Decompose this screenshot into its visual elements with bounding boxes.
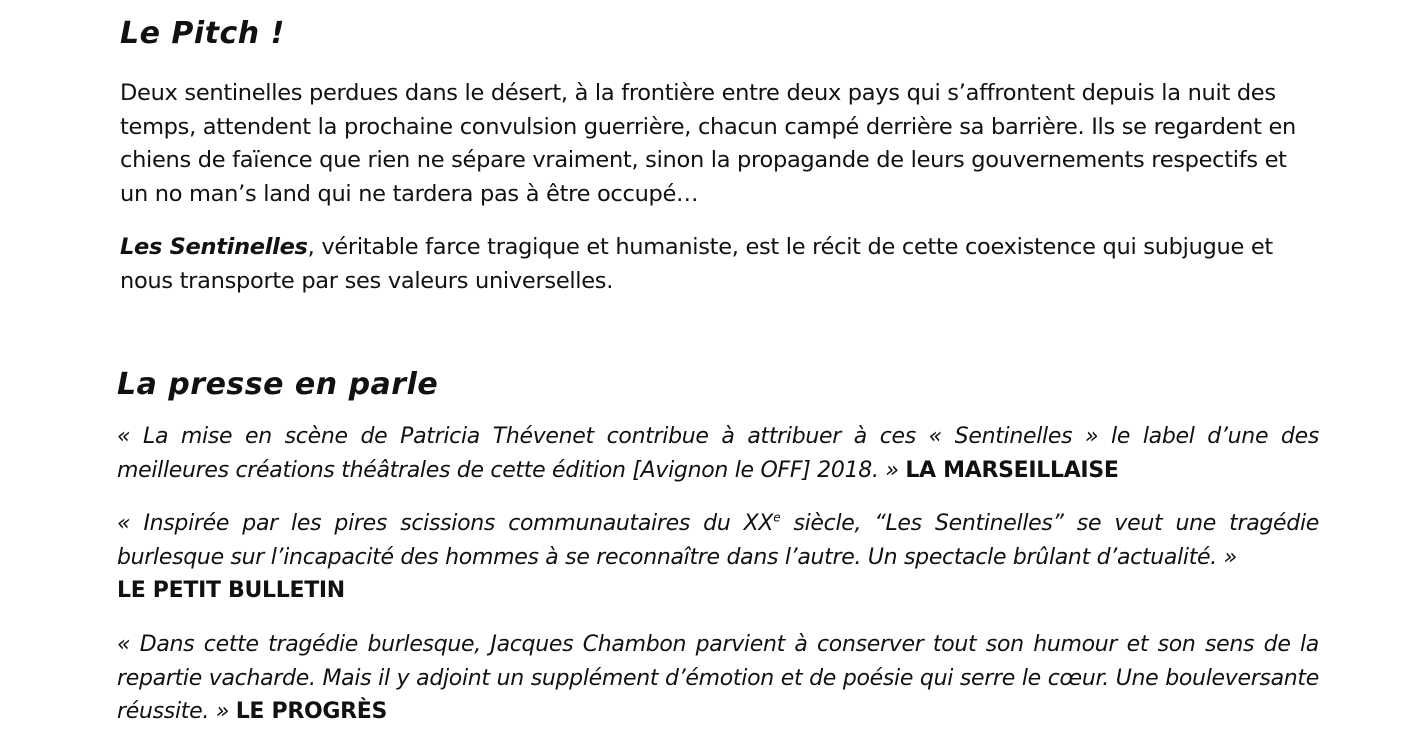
- quote-text: « Dans cette tragédie burlesque, Jacques Chambon parvient à conserver tout son humour et son sens de la repartie vacharde. Mais il y adjoint un supplément d’émotion et de poésie qui serre le cœur. Une bouleversante réussite. »: [117, 632, 1319, 724]
- quote-text-part: « Inspirée par les pires scissions communautaires du XX: [117, 511, 774, 536]
- quote-source: LE PETIT BULLETIN: [117, 578, 345, 603]
- pitch-summary-text: , véritable farce tragique et humaniste, est le récit de cette coexistence qui subjugue et nous transporte par ses valeurs universelles.: [120, 234, 1273, 294]
- press-quote: [117, 420, 1319, 487]
- quote-text-part: siècle, “Les Sentinelles” se veut une tragédie burlesque sur l’incapacité des hommes à se reconnaître dans l’autre. Un spectacle brûlant d’actualité. »: [117, 511, 1319, 570]
- show-title: Les Sentinelles: [120, 234, 308, 260]
- press-heading: La presse en parle: [117, 367, 439, 402]
- pitch-summary-paragraph: [120, 231, 1310, 298]
- pitch-paragraph: Deux sentinelles perdues dans le désert, à la frontière entre deux pays qui s’affrontent depuis la nuit des temps, attendent la prochaine convulsion guerrière, chacun campé derrière sa barrière. Ils se regardent en chiens de faïence que rien ne sépare vraiment, sinon la propagande de leurs gouvernements respectifs et un no man’s land qui ne tardera pas à être occupé…: [120, 80, 1296, 207]
- quote-text: « La mise en scène de Patricia Thévenet contribue à attribuer à ces « Sentinelles » le label d’une des meilleures créations théâtrales de cette édition [Avignon le OFF] 2018. »: [117, 424, 1319, 483]
- quote-source: LA MARSEILLAISE: [905, 457, 1119, 483]
- quote-source: LE PROGRÈS: [235, 699, 388, 724]
- press-quote: [117, 628, 1319, 729]
- pitch-heading: Le Pitch !: [120, 16, 285, 51]
- century-superscript: e: [773, 510, 781, 525]
- press-quote: [117, 507, 1319, 608]
- quote-text: [117, 511, 1319, 570]
